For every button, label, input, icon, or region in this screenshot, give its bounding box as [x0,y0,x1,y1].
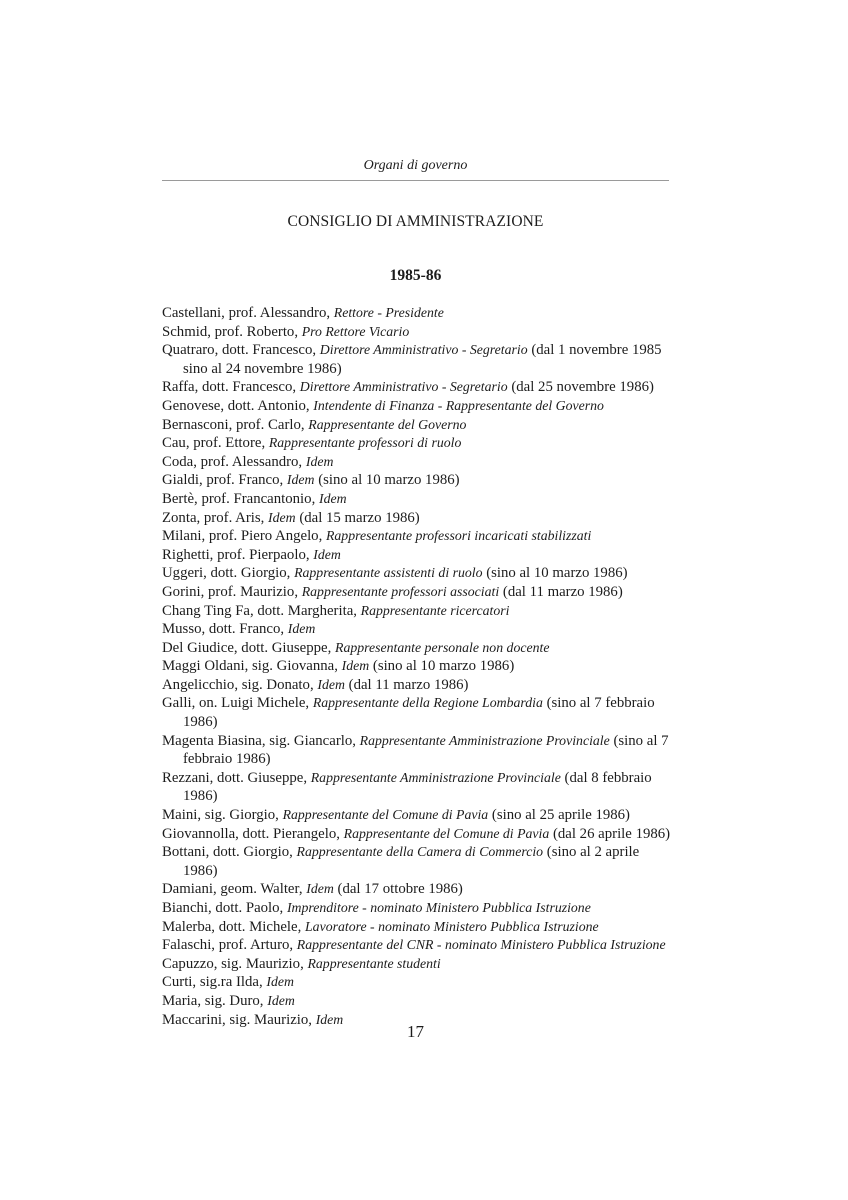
member-term-note: (sino al 2 aprile 1986) [183,844,640,879]
member-name: Bottani, dott. Giorgio, [162,844,297,861]
member-role: Idem [315,1011,344,1027]
member-name: Giovannolla, dott. Pierangelo, [162,825,344,842]
member-name: Castellani, prof. Alessandro, [162,305,334,321]
member-role: Rappresentante della Regione Lombardia [312,695,543,711]
member-entry [162,955,672,974]
member-name: Magenta Biasina, sig. Giancarlo, [162,732,360,749]
member-term-note: (dal 15 marzo 1986) [295,509,420,526]
member-entry [162,434,672,453]
member-role: Rettore - Presidente [333,305,444,320]
member-name: Milani, prof. Piero Angelo, [162,528,326,545]
member-role: Rappresentante professori associati [301,583,500,599]
member-role: Idem [286,472,315,488]
member-role: Rappresentante professori di ruolo [268,435,462,451]
member-entry [162,899,672,918]
member-role: Idem [287,621,316,637]
member-name: Genovese, dott. Antonio, [162,397,314,414]
member-name: Falaschi, prof. Arturo, [162,937,297,954]
member-entry [162,527,672,546]
member-name: Maria, sig. Duro, [162,992,268,1009]
member-term-note: (sino al 10 marzo 1986) [482,565,628,582]
member-term-note: (dal 8 febbraio 1986) [183,769,652,805]
member-role: Intendente di Finanza - Rappresentante del Governo [313,397,604,413]
member-role: Rappresentante del Comune di Pavia [343,825,550,841]
member-role: Direttore Amministrativo - Segretario [299,379,508,395]
member-term-note: (dal 11 marzo 1986) [499,583,623,600]
member-name: Musso, dott. Franco, [162,621,288,638]
member-name: Maini, sig. Giorgio, [162,807,283,824]
member-role: Rappresentante studenti [307,955,441,971]
member-role: Idem [267,992,295,1008]
member-name: Angelicchio, sig. Donato, [162,676,318,693]
member-entry [162,509,672,528]
member-entry [162,602,672,621]
member-term-note: (dal 11 marzo 1986) [344,676,469,693]
member-entry [162,323,672,342]
member-name: Capuzzo, sig. Maurizio, [162,955,308,972]
member-entry [162,880,672,899]
member-entry [162,378,672,397]
member-name: Curti, sig.ra Ilda, [162,974,267,991]
member-name: Bertè, prof. Francantonio, [162,490,319,507]
member-term-note: (dal 17 ottobre 1986) [333,881,463,898]
member-role: Idem [266,974,294,990]
member-name: Bernasconi, prof. Carlo, [162,416,309,433]
member-name: Righetti, prof. Pierpaolo, [162,546,314,563]
member-term-note: (dal 25 novembre 1986) [507,379,654,396]
member-entry [162,769,672,806]
member-name: Galli, on. Luigi Michele, [162,695,313,712]
member-entry [162,490,672,509]
member-term-note: (dal 1 novembre 1985 sino al 24 novembre 1986) [183,342,662,377]
member-entry [162,397,672,416]
section-title: CONSIGLIO DI AMMINISTRAZIONE [287,213,544,230]
member-role: Direttore Amministrativo - Segretario [319,342,528,358]
member-entry [162,416,672,435]
member-entry [162,471,672,490]
header-rule [162,180,669,181]
member-name: Coda, prof. Alessandro, [162,453,306,470]
year-heading: 1985-86 [389,267,442,284]
member-name: Gialdi, prof. Franco, [162,472,287,489]
member-entry [162,732,672,769]
member-role: Rappresentante Amministrazione Provinciale [310,769,561,785]
member-role: Idem [318,490,347,506]
member-term-note: (sino al 7 febbraio 1986) [183,695,655,731]
member-role: Rappresentante assistenti di ruolo [294,565,483,581]
member-entry [162,806,672,825]
member-entry [162,843,672,880]
member-entry [162,657,672,676]
running-header: Organi di governo [363,158,468,173]
member-entry [162,992,672,1011]
member-entry [162,453,672,472]
member-entry [162,583,672,602]
member-role: Idem [313,546,341,562]
member-entry [162,676,672,695]
member-term-note: (sino al 7 febbraio 1986) [183,732,669,768]
member-entry [162,546,672,565]
member-term-note: (sino al 10 marzo 1986) [314,472,460,489]
member-name: Zonta, prof. Aris, [162,509,269,526]
member-name: Uggeri, dott. Giorgio, [162,565,295,582]
member-name: Raffa, dott. Francesco, [162,379,300,396]
member-name: Damiani, geom. Walter, [162,881,307,898]
member-role: Rappresentante del Governo [308,416,467,432]
member-entry [162,918,672,937]
member-role: Idem [317,676,345,692]
member-role: Rappresentante professori incaricati stabilizzati [325,528,592,544]
member-role: Idem [306,881,334,897]
member-entry [162,694,672,731]
member-entry [162,639,672,658]
member-name: Del Giudice, dott. Giuseppe, [162,639,336,656]
member-entry [162,341,672,378]
member-name: Maccarini, sig. Maurizio, [162,1011,316,1028]
member-entry [162,825,672,844]
member-role: Rappresentante ricercatori [360,602,510,618]
member-role: Rappresentante personale non docente [335,639,550,655]
member-role: Lavoratore - nominato Ministero Pubblica Istruzione [305,918,599,934]
member-entry [162,936,672,955]
member-role: Pro Rettore Vicario [301,323,410,339]
member-role: Rappresentante del Comune di Pavia [282,807,489,823]
member-role: Idem [305,453,334,469]
member-role: Rappresentante Amministrazione Provinciale [359,732,610,748]
member-role: Idem [268,509,296,525]
member-list [162,304,672,1029]
member-name: Bianchi, dott. Paolo, [162,900,287,916]
member-name: Quatraro, dott. Francesco, [162,342,320,359]
member-entry [162,564,672,583]
member-role: Rappresentante del CNR - nominato Ministero Pubblica Istruzione [296,937,666,953]
page-number: 17 [407,1022,424,1041]
member-term-note: (dal 26 aprile 1986) [549,825,671,842]
member-name: Maggi Oldani, sig. Giovanna, [162,658,342,675]
member-entry [162,973,672,992]
member-role: Rappresentante della Camera di Commercio [296,844,544,860]
member-name: Schmid, prof. Roberto, [162,323,302,340]
member-name: Chang Ting Fa, dott. Margherita, [162,602,361,619]
member-name: Rezzani, dott. Giuseppe, [162,769,311,786]
member-entry [162,620,672,639]
member-entry [162,304,672,323]
member-name: Gorini, prof. Maurizio, [162,583,302,600]
member-role: Idem [341,658,370,674]
member-term-note: (sino al 10 marzo 1986) [369,658,515,675]
member-role: Imprenditore - nominato Ministero Pubblica Istruzione [286,900,591,915]
member-name: Malerba, dott. Michele, [162,918,305,935]
member-term-note: (sino al 25 aprile 1986) [488,807,630,824]
member-name: Cau, prof. Ettore, [162,435,269,452]
